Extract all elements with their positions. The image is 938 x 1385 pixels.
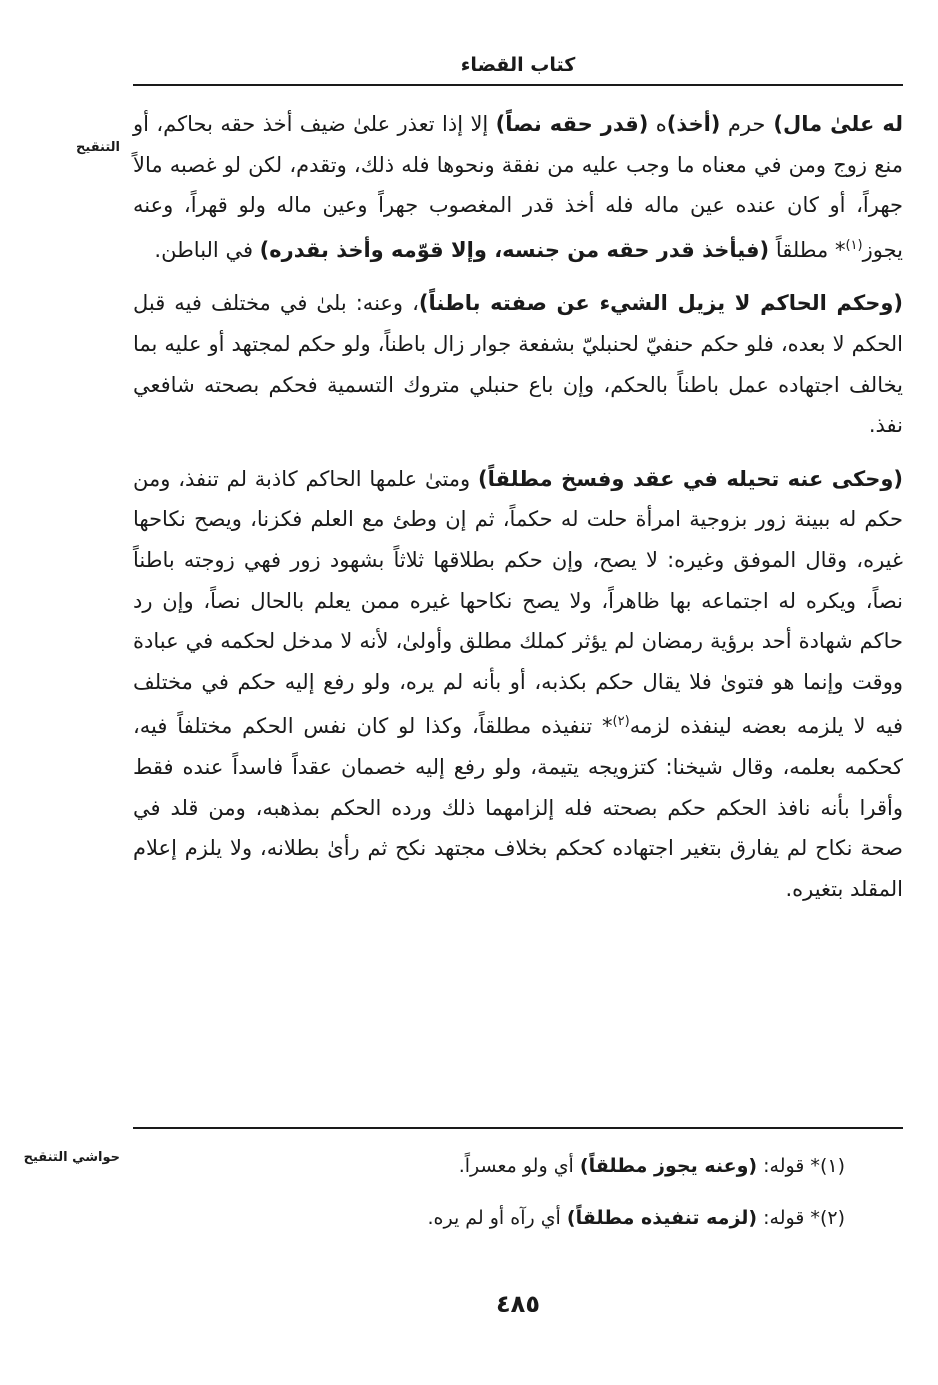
bold-phrase: (قدر حقه نصاً)	[495, 112, 649, 136]
text-run: ، وعنه: بلىٰ في مختلف فيه قبل الحكم لا بعده، فلو حكم حنفيّ لحنبليّ بشفعة جوار زال باطناً، ولو حكم لمجتهد أو عليه بما يخالف اجتهاده عمل باطناً بالحكم، وإن باع حنبلي متروك التسمية فحكم بصحته شافعي نفذ.	[133, 291, 903, 438]
footnote-pre: * قوله:	[757, 1207, 820, 1229]
footnote-ref: (٢)	[612, 714, 630, 730]
text-run: * تنفيذه مطلقاً، وكذا لو كان نفس الحكم مختلفاً فيه، كحكمه بعلمه، وقال شيخنا: كتزويجه يتيمة، ولو رفع إليه خصمان عقداً فاسداً عنده فقط وأقرا بأنه نافذ الحكم حكم بصحته فله إلزامهما ذلك ورده الحكم بمذهبه، ومن قلد في صحة نكاح لم يفارق بتغير اجتهاده كحكم بخلاف مجتهد نكح ثم رأىٰ بطلانه، ولا يلزم إعلام المقلد بتغيره.	[133, 714, 903, 901]
text-run: حرم	[720, 112, 766, 136]
footnote	[133, 1199, 903, 1237]
side-label-notes: حواشي التنقيح	[23, 1150, 120, 1165]
text-run: ه	[648, 112, 667, 136]
paragraph	[133, 104, 903, 270]
bold-phrase: (وحكم الحاكم لا يزيل الشيء عن صفته باطناً)	[418, 291, 904, 316]
text-run: إلا إذا تعذر علىٰ ضيف أخذ حقه بحاكم، أو منع زوج ومن في معناه ما وجب عليه من نفقة ونحوها فله ذلك، وتقدم، لكن لو غصبه مالاً جهراً، أو كان عنده عين ماله فله أخذ قدر المغصوب جهراً وعين ماله ولو قهراً، وعنه يجوز	[133, 112, 903, 262]
text-run: في الباطن.	[154, 237, 260, 262]
footnote-quote: (وعنه يجوز مطلقاً)	[579, 1155, 758, 1177]
footnotes	[133, 1147, 903, 1251]
footnote-post: أي ولو معسراً.	[458, 1155, 580, 1177]
footnote	[133, 1147, 903, 1185]
footnote-pre: * قوله:	[757, 1155, 820, 1177]
footnote-quote: (لزمه تنفيذه مطلقاً)	[566, 1207, 758, 1229]
text-run: ومتىٰ علمها الحاكم كاذبة لم تنفذ، ومن حكم له ببينة زور بزوجية امرأة حلت له حكماً، ثم إن وطئ مع العلم فكزنا، ويصح نكاحها غيره، وقال الموفق وغيره: لا يصح، وإن حكم بطلاقها ثلاثاً بشهود زور فهي زوجته باطناً نصاً، ويكره له اجتماعه بها ظاهراً، ولا يصح نكاحها غيره ممن يعلم بالحال نصاً، وإن رد حاكم شهادة أحد برؤية رمضان لم يؤثر كملك مطلق وأولىٰ، لأنه لا مدخل لحكمه في عبادة ووقت وإنما هو فتوىٰ فلا يقال حكم بكذبه، أو بأنه لم يره، ولو رفع إليه حكم في مختلف فيه لا يلزمه بعضه لينفذه لزمه	[133, 466, 903, 739]
running-header: كتاب القضاء	[460, 54, 576, 76]
footnote-ref: (١)	[845, 237, 863, 253]
text-run: * مطلقاً	[769, 237, 846, 262]
footnote-rule	[133, 1127, 903, 1129]
page-number: ٤٨٥	[496, 1290, 540, 1318]
footnote-post: أي رآه أو لم يره.	[427, 1207, 567, 1229]
bold-phrase: له علىٰ مال)	[765, 112, 903, 136]
footnote-number: (١)	[819, 1155, 845, 1177]
header-rule	[133, 84, 903, 86]
bold-phrase: (وحكى عنه تحيله في عقد وفسخ مطلقاً)	[478, 466, 904, 491]
bold-phrase: (فيأخذ قدر حقه من جنسه، وإلا قوّمه وأخذ بقدره)	[259, 237, 770, 262]
footnote-number: (٢)	[819, 1207, 845, 1229]
bold-phrase: (أخذ)	[666, 112, 721, 136]
side-label-main: التنقيح	[76, 140, 120, 155]
body-text	[133, 104, 903, 922]
paragraph	[133, 459, 903, 910]
paragraph	[133, 283, 903, 445]
